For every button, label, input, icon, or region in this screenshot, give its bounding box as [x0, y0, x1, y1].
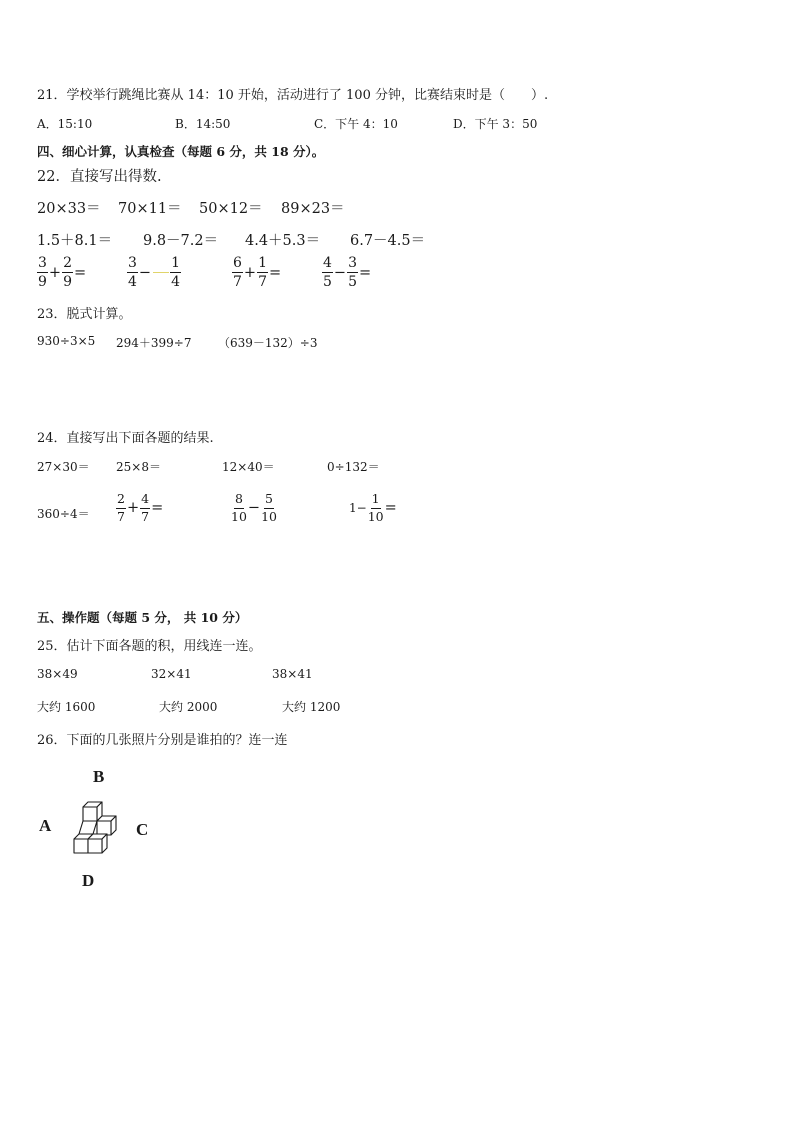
q24-fraction-expression	[116, 493, 164, 523]
fraction	[116, 493, 126, 523]
q22-row1-item: 89×23＝	[281, 201, 345, 217]
equals-sign: =	[359, 264, 372, 281]
denominator: 5	[323, 274, 332, 290]
q26-stem: 26．下面的几张照片分别是谁拍的？连一连	[37, 733, 288, 748]
q24-fraction-expression	[348, 493, 398, 523]
numerator: 2	[116, 493, 126, 509]
equals-sign: =	[269, 264, 282, 281]
q21-stem: 21．学校举行跳绳比赛从 14：10 开始，活动进行了 100 分钟，比赛结束时是（ ）.	[37, 88, 549, 103]
q23-stem: 23．脱式计算。	[37, 307, 132, 322]
denominator: 7	[141, 508, 150, 524]
operator: −	[333, 264, 347, 281]
q22-row1-item: 20×33＝	[37, 201, 101, 217]
q22-fraction-expression	[127, 256, 183, 289]
viewpoint-label-a: A	[39, 816, 52, 835]
operator: −	[247, 500, 261, 516]
denominator: 9	[38, 274, 47, 290]
fraction	[127, 256, 138, 289]
q22-row2-item: 6.7－4.5＝	[350, 233, 426, 249]
denominator: 10	[367, 508, 384, 524]
numerator: 3	[348, 255, 357, 271]
q24-row1-item: 0÷132＝	[327, 460, 380, 474]
q24-row2-item: 360÷4＝	[37, 507, 90, 521]
q23-item: 294＋399÷7	[116, 336, 192, 350]
q24-row1-item: 12×40＝	[222, 460, 275, 474]
denominator: 7	[117, 508, 125, 524]
operator: +	[48, 264, 62, 281]
numerator: 1	[171, 255, 180, 271]
q22-fraction-expression	[232, 256, 282, 289]
q25-product: 38×41	[272, 667, 313, 681]
numerator: 6	[233, 255, 242, 271]
fraction	[170, 256, 181, 289]
fraction	[261, 493, 277, 523]
section-5-heading: 五、操作题（每题 5 分， 共 10 分）	[37, 610, 248, 625]
q22-row1-item: 50×12＝	[199, 201, 263, 217]
operator: +	[243, 264, 257, 281]
q23-item: 930÷3×5	[37, 334, 96, 348]
numerator: 1	[258, 255, 267, 271]
q25-estimate: 大约 2000	[159, 700, 218, 714]
viewpoint-label-c: C	[136, 820, 149, 839]
denominator: 7	[258, 274, 267, 290]
fraction	[140, 493, 150, 523]
q24-row1-item: 27×30＝	[37, 460, 90, 474]
numerator: 1	[371, 493, 381, 509]
fraction	[62, 256, 73, 289]
q24-fraction-expression	[231, 493, 279, 523]
q22-fraction-expression	[37, 256, 87, 289]
q21-option-d: D．下午 3：50	[453, 117, 538, 131]
denominator: 9	[63, 274, 72, 290]
fraction	[368, 493, 384, 523]
numerator: 8	[234, 493, 244, 509]
q25-stem: 25．估计下面各题的积，用线连一连。	[37, 639, 262, 654]
cube-stack-figure	[70, 801, 122, 857]
highlight-mark	[153, 272, 169, 273]
numerator: 5	[264, 493, 274, 509]
fraction	[232, 256, 243, 289]
denominator: 5	[348, 274, 357, 290]
q25-product: 32×41	[151, 667, 192, 681]
q22-row2-item: 9.8－7.2＝	[143, 233, 219, 249]
q22-stem: 22．直接写出得数.	[37, 169, 162, 185]
equals-sign: =	[384, 500, 397, 516]
q22-row2-item: 4.4＋5.3＝	[245, 233, 321, 249]
fraction	[257, 256, 268, 289]
operator: −	[138, 264, 152, 281]
denominator: 4	[128, 274, 137, 290]
numerator: 4	[323, 255, 332, 271]
q22-row1-item: 70×11＝	[118, 201, 182, 217]
equals-sign: =	[151, 500, 164, 516]
q24-row1-item: 25×8＝	[116, 460, 161, 474]
q21-option-c: C．下午 4：10	[314, 117, 398, 131]
denominator: 10	[261, 508, 277, 524]
q25-estimate: 大约 1600	[37, 700, 96, 714]
viewpoint-label-b: B	[93, 767, 105, 786]
q22-fraction-expression	[322, 256, 372, 289]
fraction	[231, 493, 247, 523]
section-4-heading: 四、细心计算，认真检查（每题 6 分，共 18 分）。	[37, 144, 325, 159]
denominator: 4	[171, 274, 180, 290]
denominator: 7	[233, 274, 242, 290]
q21-option-a: A．15:10	[37, 117, 93, 131]
q25-estimate: 大约 1200	[282, 700, 341, 714]
q24-stem: 24．直接写出下面各题的结果.	[37, 431, 214, 446]
q21-option-b: B．14:50	[175, 117, 231, 131]
q23-item: （639－132）÷3	[218, 336, 318, 350]
q22-row2-item: 1.5＋8.1＝	[37, 233, 113, 249]
equals-sign: =	[74, 264, 87, 281]
whole-part: 1−	[349, 501, 367, 515]
fraction	[37, 256, 48, 289]
numerator: 3	[128, 255, 137, 271]
fraction	[347, 256, 358, 289]
numerator: 4	[140, 493, 150, 509]
numerator: 2	[63, 255, 72, 271]
denominator: 10	[231, 508, 247, 524]
viewpoint-label-d: D	[82, 871, 95, 890]
q25-product: 38×49	[37, 667, 78, 681]
operator: +	[126, 500, 140, 516]
numerator: 3	[38, 255, 47, 271]
fraction	[322, 256, 333, 289]
